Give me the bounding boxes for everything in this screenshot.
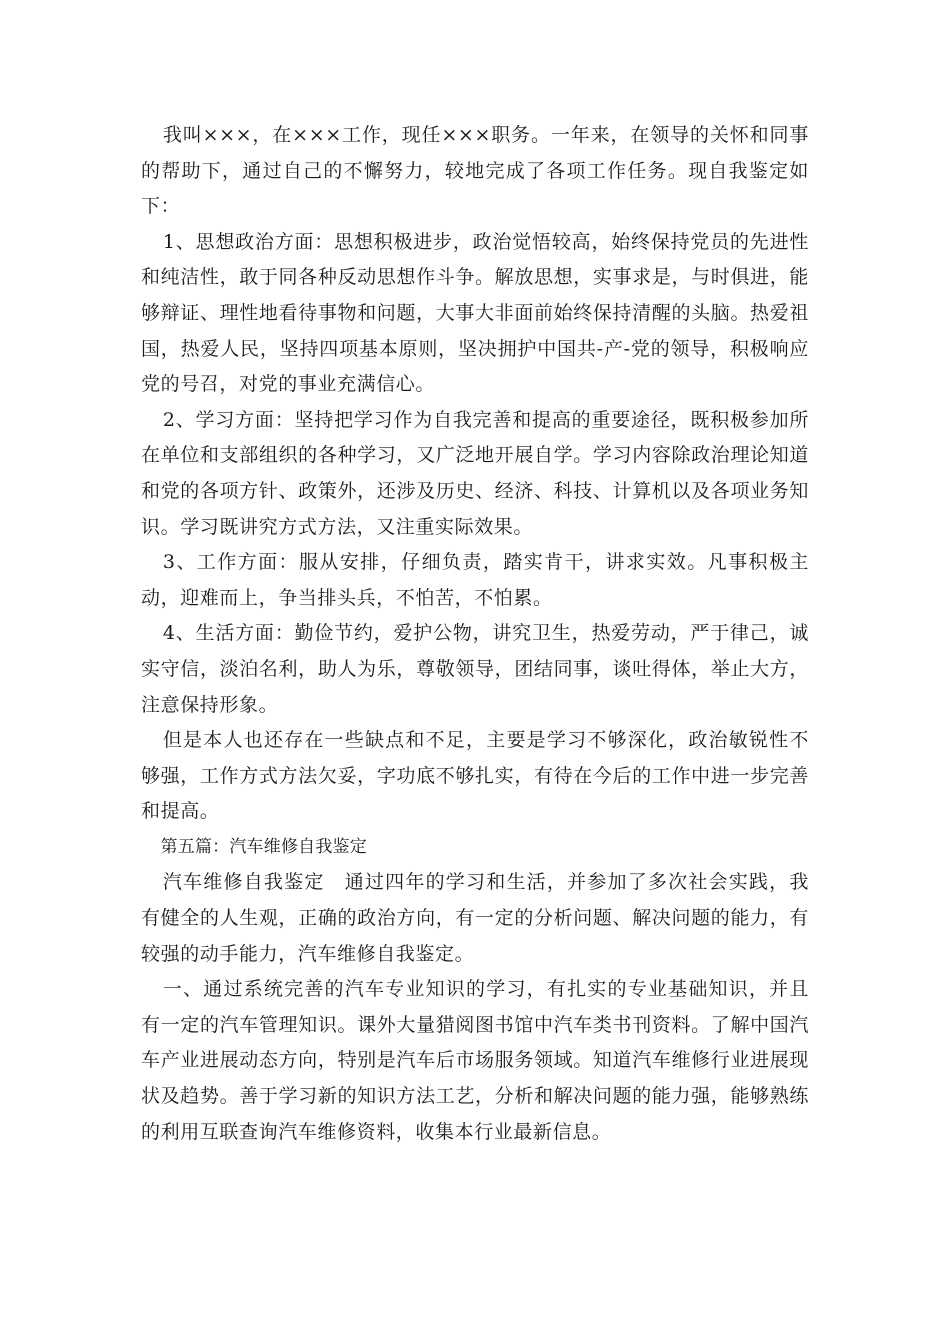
paragraph-study: 2、学习方面：坚持把学习作为自我完善和提高的重要途径，既积极参加所在单位和支部组织的各种学习，又广泛地开展自学。学习内容除政治理论知道和党的各项方针、政策外，还涉及历史、经济、科技、计算机以及各项业务知识。学习既讲究方式方法，又注重实际效果。	[141, 408, 809, 538]
paragraph-work: 3、工作方面：服从安排，仔细负责，踏实肯干，讲求实效。凡事积极主动，迎难而上，争当排头兵，不怕苦，不怕累。	[141, 551, 809, 609]
document-body	[141, 118, 809, 1150]
paragraph-car-repair-knowledge: 一、通过系统完善的汽车专业知识的学习，有扎实的专业基础知识，并且有一定的汽车管理知识。课外大量猎阅图书馆中汽车类书刊资料。了解中国汽车产业进展动态方向，特别是汽车后市场服务领域。知道汽车维修行业进展现状及趋势。善于学习新的知识方法工艺，分析和解决问题的能力强，能够熟练的利用互联查询汽车维修资料，收集本行业最新信息。	[141, 978, 809, 1143]
section-heading: 第五篇：汽车维修自我鉴定	[160, 836, 367, 857]
paragraph-intro: 我叫×××，在×××工作，现任×××职务。一年来，在领导的关怀和同事的帮助下，通过自己的不懈努力，较地完成了各项工作任务。现自我鉴定如下：	[141, 124, 809, 218]
paragraph-ideology: 1、思想政治方面：思想积极进步，政治觉悟较高，始终保持党员的先进性和纯洁性，敢于同各种反动思想作斗争。解放思想，实事求是，与时俱进，能够辩证、理性地看待事物和问题，大事大非面前始终保持清醒的头脑。热爱祖国，热爱人民，坚持四项基本原则，坚决拥护中国共-产-党的领导，积极响应党的号召，对党的事业充满信心。	[141, 230, 809, 396]
paragraph-life: 4、生活方面：勤俭节约，爱护公物，讲究卫生，热爱劳动，严于律己，诚实守信，淡泊名利，助人为乐，尊敬领导，团结同事，谈吐得体，举止大方，注意保持形象。	[141, 622, 809, 716]
paragraph-car-repair-intro: 汽车维修自我鉴定 通过四年的学习和生活，并参加了多次社会实践，我有健全的人生观，正确的政治方向，有一定的分析问题、解决问题的能力，有较强的动手能力，汽车维修自我鉴定。	[141, 871, 809, 965]
paragraph-shortcomings: 但是本人也还存在一些缺点和不足，主要是学习不够深化，政治敏锐性不够强，工作方式方法欠妥，字功底不够扎实，有待在今后的工作中进一步完善和提高。	[141, 729, 809, 823]
